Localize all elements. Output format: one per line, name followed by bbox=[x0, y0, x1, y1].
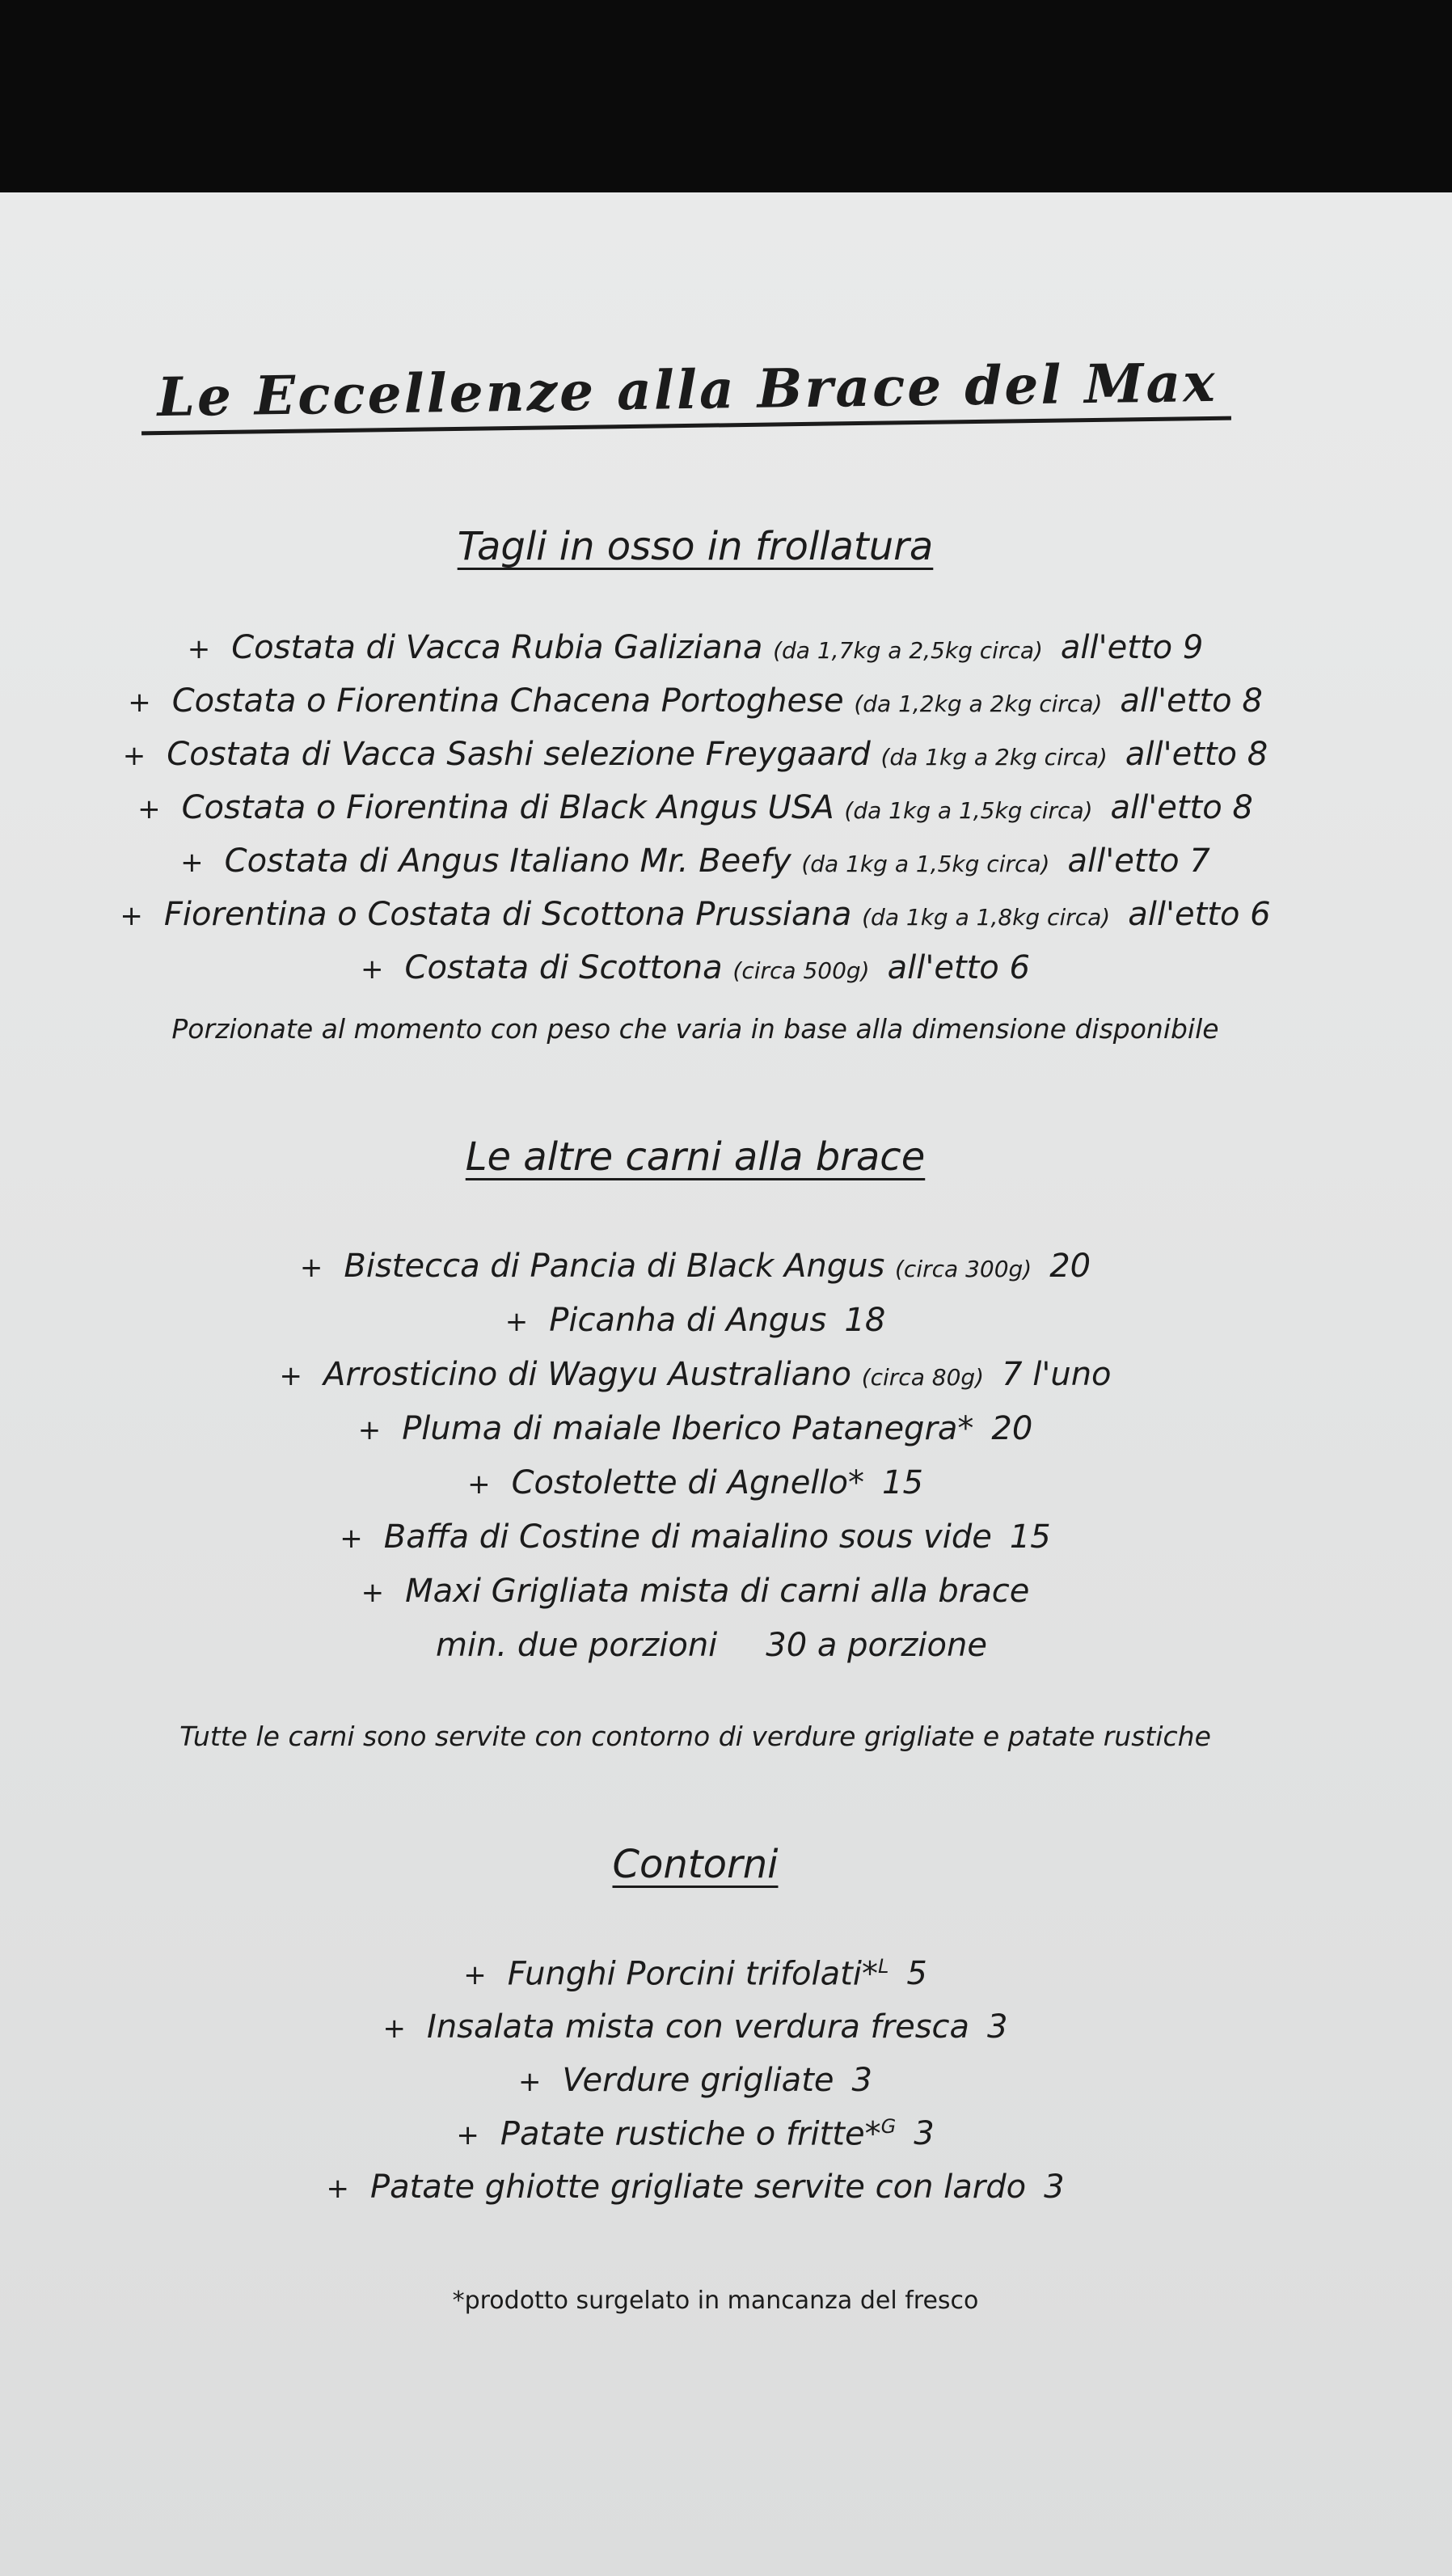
menu-page bbox=[0, 192, 1452, 2576]
item-note: (da 1,2kg a 2kg circa) bbox=[854, 690, 1103, 717]
bullet-icon: + bbox=[180, 847, 204, 879]
item-price: 15 bbox=[1009, 1518, 1051, 1556]
item-price: 5 bbox=[906, 1955, 927, 1993]
item-name: Costata o Fiorentina di Black Angus USA bbox=[181, 789, 834, 826]
item-price: 3 bbox=[914, 2115, 935, 2153]
item-price: all'etto 7 bbox=[1067, 842, 1210, 880]
item-allergen: L bbox=[877, 1955, 889, 1978]
item-note: (da 1kg a 1,5kg circa) bbox=[844, 797, 1093, 824]
item-note: (circa 300g) bbox=[895, 1256, 1032, 1282]
item-name: Verdure grigliate bbox=[562, 2062, 834, 2099]
subline-price: 30 a porzione bbox=[766, 1627, 987, 1664]
item-name: Costata o Fiorentina Chacena Portoghese bbox=[171, 682, 844, 720]
list-tagli bbox=[0, 629, 1391, 1003]
list-item bbox=[0, 629, 1391, 682]
list-item bbox=[0, 949, 1391, 1003]
item-price: 15 bbox=[882, 1464, 923, 1501]
list-item bbox=[0, 1248, 1391, 1302]
bullet-icon: + bbox=[120, 900, 143, 932]
item-price: all'etto 8 bbox=[1120, 682, 1263, 720]
item-price: all'etto 6 bbox=[887, 949, 1030, 986]
list-item bbox=[0, 1356, 1391, 1410]
footnote: *prodotto surgelato in mancanza del fresco bbox=[452, 2287, 979, 2315]
list-item bbox=[0, 2115, 1391, 2168]
section-remark: Tutte le carni sono servite con contorno di verdure grigliate e patate rustiche bbox=[179, 1721, 1211, 1752]
item-name: Fiorentina o Costata di Scottona Prussiana bbox=[163, 896, 852, 933]
item-name: Patate rustiche o fritte* bbox=[500, 2115, 881, 2153]
item-name: Costata di Angus Italiano Mr. Beefy bbox=[224, 842, 791, 880]
item-price: 3 bbox=[987, 2008, 1008, 2046]
list-item bbox=[0, 789, 1391, 842]
bullet-icon: + bbox=[279, 1360, 302, 1392]
item-name: Arrosticino di Wagyu Australiano bbox=[323, 1356, 851, 1393]
bullet-icon: + bbox=[361, 1577, 385, 1609]
item-price: all'etto 8 bbox=[1125, 736, 1268, 773]
list-item bbox=[0, 2062, 1391, 2115]
list-item bbox=[0, 1573, 1391, 1627]
section-heading-text: Contorni bbox=[612, 1842, 779, 1887]
item-name: Costata di Scottona bbox=[404, 949, 723, 986]
section-heading-tagli bbox=[0, 524, 1391, 569]
item-price: 3 bbox=[1044, 2168, 1065, 2206]
list-item bbox=[0, 2168, 1391, 2222]
list-contorni bbox=[0, 1955, 1391, 2222]
item-note: (da 1kg a 1,5kg circa) bbox=[801, 851, 1050, 877]
list-item bbox=[0, 736, 1391, 789]
item-price: 7 l'uno bbox=[1002, 1356, 1112, 1393]
section-heading-contorni bbox=[0, 1842, 1391, 1887]
section-heading-altre-carni bbox=[0, 1134, 1391, 1180]
bullet-icon: + bbox=[122, 740, 146, 772]
list-item bbox=[0, 1518, 1391, 1573]
item-price: all'etto 9 bbox=[1060, 629, 1204, 666]
item-price: all'etto 8 bbox=[1110, 789, 1253, 826]
item-name: Costolette di Agnello* bbox=[511, 1464, 865, 1501]
item-price: 20 bbox=[991, 1410, 1033, 1447]
item-name: Insalata mista con verdura fresca bbox=[427, 2008, 970, 2046]
list-item bbox=[0, 1302, 1391, 1356]
list-item bbox=[0, 682, 1391, 736]
bullet-icon: + bbox=[187, 633, 211, 665]
item-name: Baffa di Costine di maialino sous vide bbox=[383, 1518, 992, 1556]
item-name: Funghi Porcini trifolati* bbox=[507, 1955, 878, 1993]
list-item bbox=[0, 1955, 1391, 2008]
menu-title: Le Eccellenze alla Brace del Max bbox=[156, 350, 1218, 429]
bullet-icon: + bbox=[382, 2012, 407, 2045]
bullet-icon: + bbox=[361, 953, 384, 986]
item-note: (da 1,7kg a 2,5kg circa) bbox=[773, 637, 1043, 664]
bullet-icon: + bbox=[326, 2173, 349, 2205]
item-price: all'etto 6 bbox=[1128, 896, 1271, 933]
item-price: 20 bbox=[1049, 1248, 1091, 1285]
bullet-icon: + bbox=[518, 2066, 542, 2098]
item-name: Costata di Vacca Sashi selezione Freygaard bbox=[167, 736, 871, 773]
item-note: (circa 500g) bbox=[732, 957, 870, 984]
list-item bbox=[0, 2008, 1391, 2062]
item-note: (da 1kg a 2kg circa) bbox=[880, 744, 1108, 771]
item-name: Maxi Grigliata mista di carni alla brace bbox=[405, 1573, 1030, 1610]
item-note: (da 1kg a 1,8kg circa) bbox=[862, 904, 1111, 931]
item-name: Pluma di maiale Iberico Patanegra* bbox=[402, 1410, 974, 1447]
section-heading-text: Tagli in osso in frollatura bbox=[457, 524, 934, 569]
item-price: 18 bbox=[844, 1302, 886, 1339]
section-heading-text: Le altre carni alla brace bbox=[465, 1134, 926, 1180]
list-item bbox=[0, 896, 1391, 949]
item-name: Costata di Vacca Rubia Galiziana bbox=[231, 629, 763, 666]
item-allergen: G bbox=[880, 2115, 897, 2138]
section-remark: Porzionate al momento con peso che varia in base alla dimensione disponibile bbox=[171, 1013, 1219, 1045]
list-item-subline bbox=[0, 1627, 1391, 1680]
list-item bbox=[0, 1464, 1391, 1518]
bullet-icon: + bbox=[137, 793, 161, 826]
item-name: Picanha di Angus bbox=[549, 1302, 827, 1339]
subline-text: min. due porzioni bbox=[436, 1627, 718, 1664]
list-item bbox=[0, 842, 1391, 896]
item-name: Bistecca di Pancia di Black Angus bbox=[344, 1248, 885, 1285]
bullet-icon: + bbox=[340, 1522, 363, 1555]
bullet-icon: + bbox=[467, 1468, 491, 1501]
list-altre-carni bbox=[0, 1248, 1391, 1680]
bullet-icon: + bbox=[299, 1252, 323, 1284]
item-name: Patate ghiotte grigliate servite con lardo bbox=[369, 2168, 1027, 2206]
bullet-icon: + bbox=[463, 1959, 487, 1992]
bullet-icon: + bbox=[504, 1306, 529, 1338]
bullet-icon: + bbox=[128, 686, 151, 719]
bullet-icon: + bbox=[456, 2119, 479, 2152]
list-item bbox=[0, 1410, 1391, 1464]
bullet-icon: + bbox=[357, 1414, 382, 1446]
item-note: (circa 80g) bbox=[861, 1364, 985, 1391]
item-price: 3 bbox=[851, 2062, 872, 2099]
